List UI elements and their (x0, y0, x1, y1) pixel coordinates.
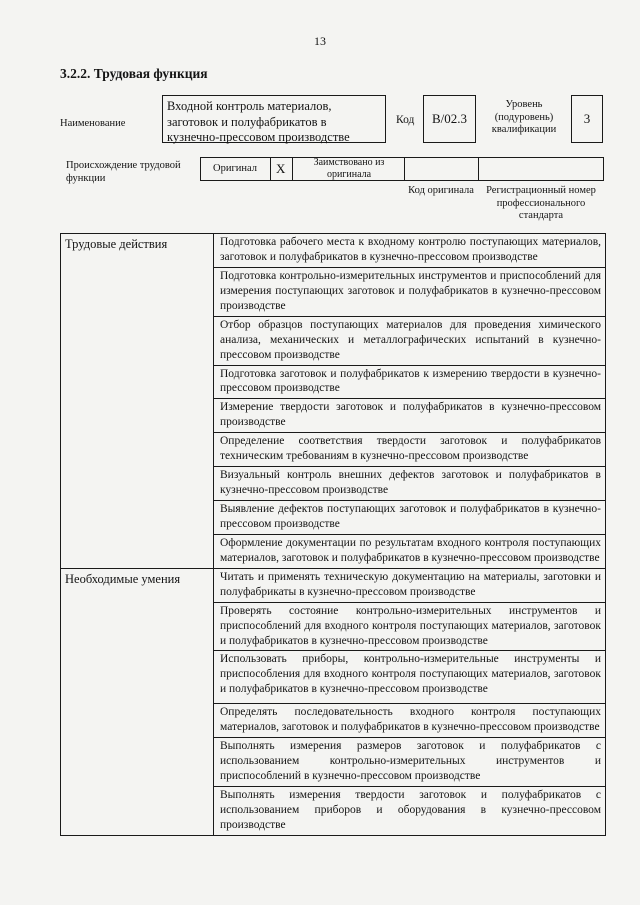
list-item: Визуальный контроль внешних дефектов заготовок и полуфабрикатов в кузнечно-прессовом производстве (214, 467, 605, 501)
original-cell (201, 158, 271, 180)
reg-number-cell (479, 158, 603, 180)
origin-label: Происхождение трудовой функции (66, 160, 181, 184)
section-required-skills (61, 568, 606, 835)
level-value-box: 3 (571, 95, 603, 143)
borrowed-cell (293, 158, 405, 180)
name-value-box: Входной контроль материалов, заготовок и полуфабрикатов в кузнечно-прессовом производстве (162, 95, 386, 143)
code-original-cell (405, 158, 479, 180)
section-label: Необходимые умения (61, 568, 214, 835)
list-item: Измерение твердости заготовок и полуфабрикатов в кузнечно-прессовом производстве (214, 399, 605, 433)
list-item: Проверять состояние контрольно-измерительных инструментов и приспособлений для входного контроля поступающих материалов, заготовок и полуфабрикатов в кузнечно-прессовом производстве (214, 603, 605, 652)
section-items (214, 234, 606, 569)
section-labor-actions (61, 234, 606, 569)
code-value-box: B/02.3 (423, 95, 476, 143)
section-items (214, 568, 606, 835)
list-item: Определение соответствия твердости заготовок и полуфабрикатов техническим требованиям в кузнечно-прессовом производстве (214, 433, 605, 467)
list-item: Подготовка контрольно-измерительных инструментов и приспособлений для измерения поступающих заготовок и полуфабрикатов в кузнечно-прессовом производстве (214, 268, 605, 317)
section-label: Трудовые действия (61, 234, 214, 569)
list-item: Определять последовательность входного контроля поступающих материалов, заготовок и полуфабрикатов в кузнечно-прессовом производстве (214, 704, 605, 738)
reg-number-caption: Регистрационный номер профессионального стандарта (486, 185, 596, 222)
list-item: Выполнять измерения твердости заготовок и полуфабрикатов с использованием приборов и оборудования в кузнечно-прессовом производстве (220, 788, 601, 831)
origin-row (200, 157, 604, 181)
page-number: 13 (314, 34, 326, 48)
list-item: Оформление документации по результатам входного контроля поступающих материалов, заготовок и полуфабрикатов в кузнечно-прессовом производстве (220, 536, 601, 564)
code-label: Код (396, 114, 415, 126)
original-mark-cell (271, 158, 293, 180)
function-table (60, 233, 606, 836)
list-item: Подготовка заготовок и полуфабрикатов к измерению твердости в кузнечно-прессовом производстве (214, 366, 605, 400)
list-item: Читать и применять техническую документацию на материалы, заготовки и полуфабрикаты в кузнечно-прессовом производстве (214, 569, 605, 603)
section-title: 3.2.2. Трудовая функция (60, 66, 208, 81)
list-item: Отбор образцов поступающих материалов для проведения химического анализа, механических и металлографических испытаний в кузнечно-прессовом производстве (214, 317, 605, 366)
list-item: Выполнять измерения размеров заготовок и полуфабрикатов с использованием контрольно-измерительных инструментов и приспособлений в кузнечно-прессовом производстве (214, 738, 605, 787)
borrowed-label: Заимствовано из оригинала (313, 157, 385, 180)
name-label: Наименование (60, 118, 126, 129)
level-label: Уровень (подуровень) квалификации (491, 99, 557, 136)
list-item: Выявление дефектов поступающих заготовок и полуфабрикатов в кузнечно-прессовом производстве (214, 501, 605, 535)
list-item: Подготовка рабочего места к входному контролю поступающих материалов, заготовок и полуфабрикатов в кузнечно-прессовом производстве (214, 234, 605, 268)
code-original-caption: Код оригинала (408, 185, 474, 196)
original-label: Оригинал (213, 163, 257, 174)
original-mark: X (276, 161, 286, 176)
list-item: Использовать приборы, контрольно-измерительные инструменты и приспособления для входного контроля поступающих материалов, заготовок и полуфабрикатов в кузнечно-прессовом производстве (214, 651, 605, 704)
